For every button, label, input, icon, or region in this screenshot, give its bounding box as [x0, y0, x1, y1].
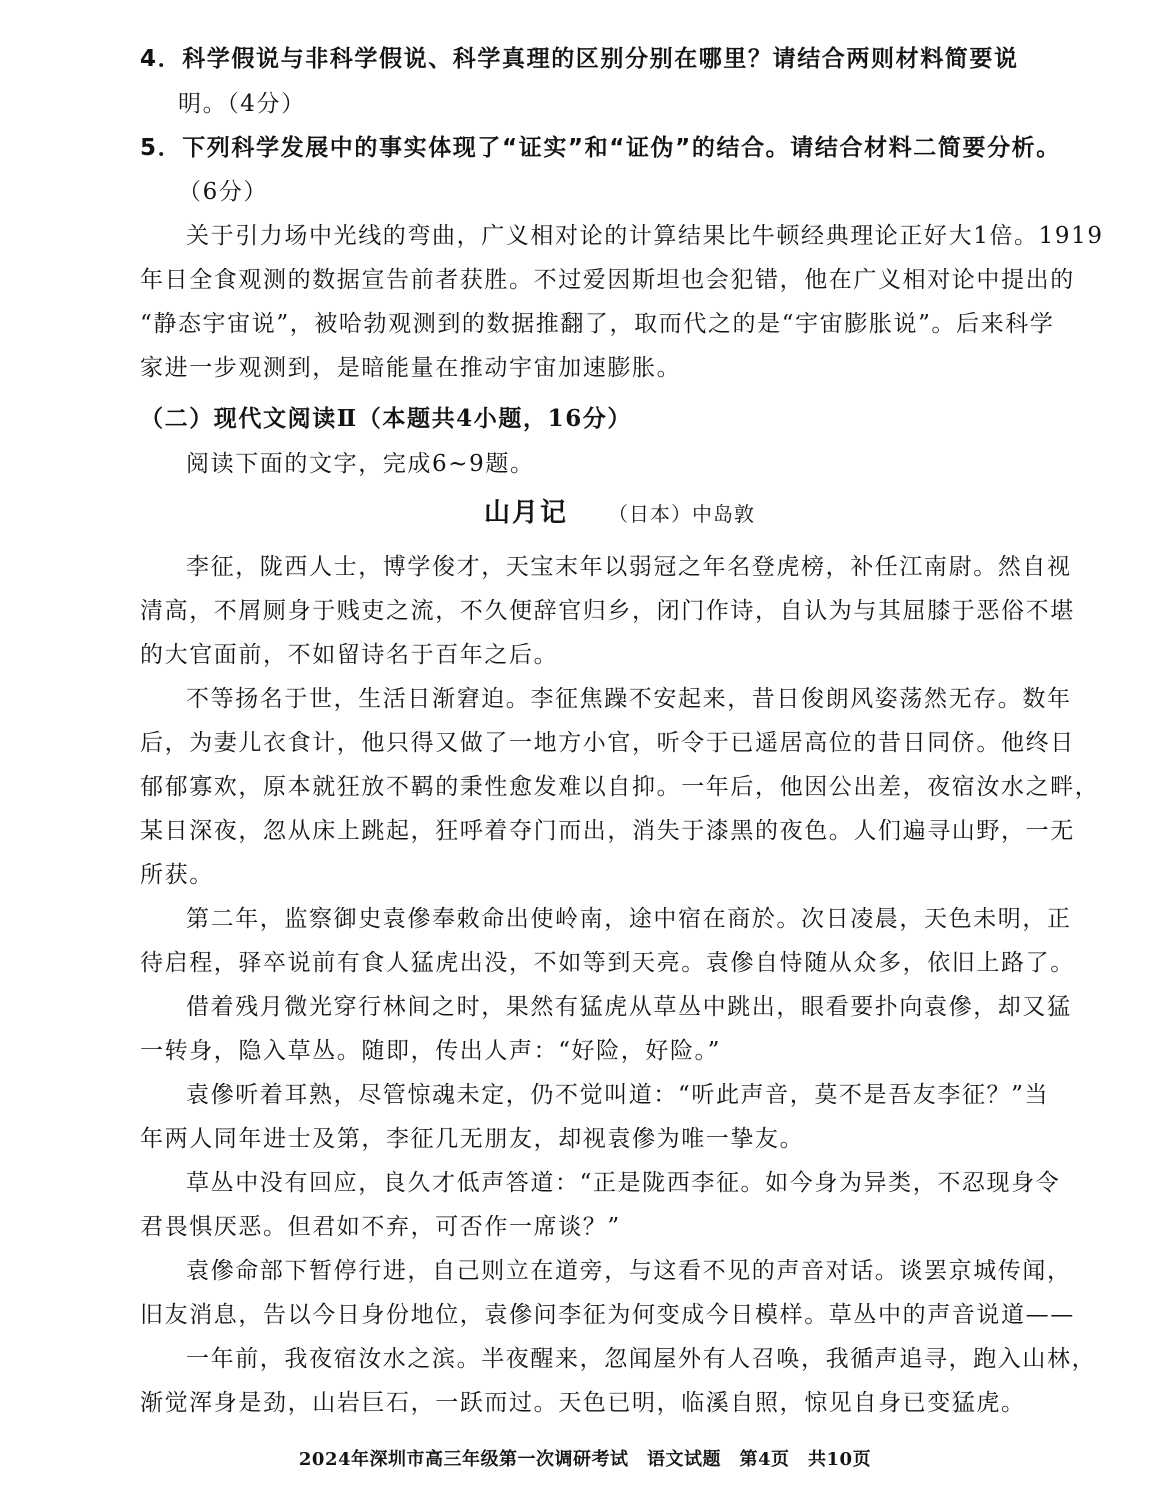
- article-line-4: 不等扬名于世，生活日渐窘迫。李征焦躁不安起来，昔日俊朗风姿荡然无存。数年: [186, 686, 1072, 712]
- article-line-17: 袁傪命部下暂停行进，自己则立在道旁，与这看不见的声音对话。谈罢京城传闻，: [186, 1258, 1072, 1284]
- q5-material-line-1: 关于引力场中光线的弯曲，广义相对论的计算结果比牛顿经典理论正好大1倍。1919: [186, 223, 1104, 249]
- article-line-8: 所获。: [140, 862, 214, 888]
- section-instruction: 阅读下面的文字，完成6~9题。: [186, 451, 535, 477]
- page-footer: 2024年深圳市高三年级第一次调研考试 语文试题 第4页 共10页: [298, 1449, 872, 1470]
- article-line-14: 年两人同年进士及第，李征几无朋友，却视袁傪为唯一挚友。: [140, 1126, 805, 1152]
- question-5-line-2: （6分）: [178, 179, 269, 205]
- article-line-20: 渐觉浑身是劲，山岩巨石，一跃而过。天色已明，临溪自照，惊见自身已变猛虎。: [140, 1390, 1026, 1416]
- article-line-10: 待启程，驿卒说前有食人猛虎出没，不如等到天亮。袁傪自恃随从众多，依旧上路了。: [140, 950, 1075, 976]
- article-line-12: 一转身，隐入草丛。随即，传出人声：“好险，好险。”: [140, 1038, 722, 1064]
- article-line-13: 袁傪听着耳熟，尽管惊魂未定，仍不觉叫道：“听此声音，莫不是吾友李征？”当: [186, 1082, 1050, 1108]
- section-heading: （二）现代文阅读Ⅱ（本题共4小题，16分）: [140, 405, 632, 432]
- q5-material-line-4: 家进一步观测到，是暗能量在推动宇宙加速膨胀。: [140, 355, 682, 381]
- article-line-18: 旧友消息，告以今日身份地位，袁傪问李征为何变成今日模样。草丛中的声音说道——: [140, 1302, 1075, 1328]
- article-line-19: 一年前，我夜宿汝水之滨。半夜醒来，忽闻屋外有人召唤，我循声追寻，跑入山林，: [186, 1346, 1097, 1372]
- question-4-line-1: 4．科学假说与非科学假说、科学真理的区别分别在哪里？请结合两则材料简要说: [140, 46, 1019, 72]
- article-line-2: 清高，不屑厕身于贱吏之流，不久便辞官归乡，闭门作诗，自认为与其屈膝于恶俗不堪: [140, 598, 1075, 624]
- article-title: 山月记: [484, 498, 569, 528]
- question-5-line-1: 5．下列科学发展中的事实体现了“证实”和“证伪”的结合。请结合材料二简要分析。: [140, 135, 1061, 161]
- article-line-16: 君畏惧厌恶。但君如不弃，可否作一席谈？”: [140, 1214, 621, 1240]
- article-line-1: 李征，陇西人士，博学俊才，天宝末年以弱冠之年名登虎榜，补任江南尉。然自视: [186, 554, 1072, 580]
- article-author: （日本）中岛敦: [608, 502, 755, 526]
- article-line-3: 的大官面前，不如留诗名于百年之后。: [140, 642, 559, 668]
- q5-material-line-2: 年日全食观测的数据宣告前者获胜。不过爱因斯坦也会犯错，他在广义相对论中提出的: [140, 267, 1075, 293]
- article-line-9: 第二年，监察御史袁傪奉敕命出使岭南，途中宿在商於。次日凌晨，天色未明，正: [186, 906, 1072, 932]
- q5-material-line-3: “静态宇宙说”，被哈勃观测到的数据推翻了，取而代之的是“宇宙膨胀说”。后来科学: [140, 311, 1055, 337]
- article-line-6: 郁郁寡欢，原本就狂放不羁的秉性愈发难以自抑。一年后，他因公出差，夜宿汝水之畔，: [140, 774, 1100, 800]
- article-line-15: 草丛中没有回应，良久才低声答道：“正是陇西李征。如今身为异类，不忍现身令: [186, 1170, 1061, 1196]
- question-4-line-2: 明。（4分）: [178, 91, 306, 117]
- article-line-7: 某日深夜，忽从床上跳起，狂呼着夺门而出，消失于漆黑的夜色。人们遍寻山野，一无: [140, 818, 1075, 844]
- article-line-11: 借着残月微光穿行林间之时，果然有猛虎从草丛中跳出，眼看要扑向袁傪，却又猛: [186, 994, 1072, 1020]
- article-line-5: 后，为妻儿衣食计，他只得又做了一地方小官，听令于已遥居高位的昔日同侪。他终日: [140, 730, 1075, 756]
